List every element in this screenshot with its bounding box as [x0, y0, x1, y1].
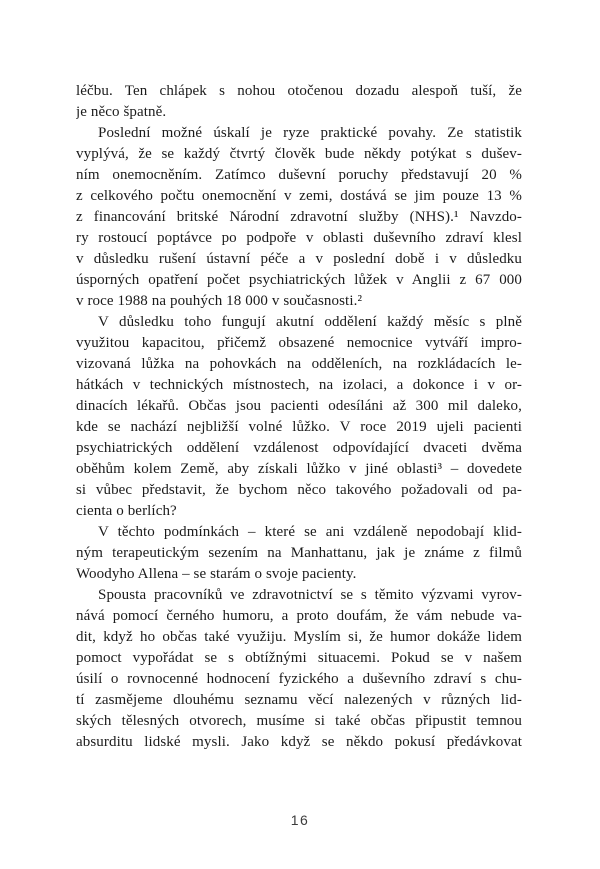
text-line: psychiatrických oddělení vzdálenost odpovídající dvaceti dvěma: [76, 440, 522, 456]
text-line: absurditu lidské mysli. Jako když se někdo pokusí předávkovat: [76, 734, 522, 750]
text-line: dinacích lékařů. Občas jsou pacienti odesíláni až 300 mil daleko,: [76, 398, 522, 414]
text-line: v důsledku rušení ústavní péče a v poslední době i v důsledku: [76, 251, 522, 267]
text-line: Woodyho Allena – se starám o svoje pacienty.: [76, 566, 357, 582]
text-line: V důsledku toho fungují akutní oddělení každý měsíc s plně: [98, 314, 522, 330]
text-line: tí zasmějeme dlouhému seznamu věcí nalezených v různých lid-: [76, 692, 522, 708]
text-line: oběhům kolem Země, aby získali lůžko v jiné oblasti³ – dovedete: [76, 461, 522, 477]
text-line: úsporných opatření počet psychiatrických lůžek v Anglii z 67 000: [76, 272, 522, 288]
text-line: léčbu. Ten chlápek s nohou otočenou dozadu alespoň tuší, že: [76, 83, 522, 99]
text-line: ry rostoucí poptávce po podpoře v oblasti duševního zdraví klesl: [76, 230, 522, 246]
text-line: dit, když ho občas také využiju. Myslím si, že humor dokáže lidem: [76, 629, 522, 645]
text-line: hátkách v technických místnostech, na izolaci, a dokonce i v or-: [76, 377, 522, 393]
text-line: úsilí o rovnocenné hodnocení fyzického a duševního zdraví s chu-: [76, 671, 522, 687]
text-line: ním onemocněním. Zatímco duševní poruchy představují 20 %: [76, 167, 522, 183]
text-line: cienta o berlích?: [76, 503, 177, 519]
page-text: [76, 81, 522, 753]
text-line: pomoct vypořádat se s obtížnými situacemi. Pokud se v našem: [76, 650, 522, 666]
text-line: v roce 1988 na pouhých 18 000 v současnosti.²: [76, 293, 363, 309]
text-line: si vůbec představit, že bychom něco takového požadovali od pa-: [76, 482, 522, 498]
text-line: kde se nachází nejbližší volné lůžko. V roce 2019 ujeli pacienti: [76, 419, 522, 435]
text-line: z financování britské Národní zdravotní služby (NHS).¹ Navzdo-: [76, 209, 522, 225]
text-line: z celkového počtu onemocnění v zemi, dostává se jim pouze 13 %: [76, 188, 522, 204]
text-line: využitou kapacitou, přičemž obsazené nemocnice vytváří impro-: [76, 335, 522, 351]
text-line: je něco špatně.: [76, 104, 167, 120]
text-line: V těchto podmínkách – které se ani vzdáleně nepodobají klid-: [98, 524, 522, 540]
text-line: vyplývá, že se každý čtvrtý člověk bude někdy potýkat s dušev-: [76, 146, 522, 162]
text-line: nává pomocí černého humoru, a proto doufám, že vám nebude va-: [76, 608, 522, 624]
text-line: Poslední možné úskalí je ryze praktické povahy. Ze statistik: [98, 125, 522, 141]
text-line: ným terapeutickým sezením na Manhattanu, jak je známe z filmů: [76, 545, 522, 561]
text-line: Spousta pracovníků ve zdravotnictví se s těmito výzvami vyrov-: [98, 587, 522, 603]
page-number: 16: [290, 812, 310, 828]
text-line: ských tělesných otvorech, musíme si také občas připustit temnou: [76, 713, 522, 729]
text-line: vizovaná lůžka na pohovkách na odděleních, na rozkládacích le-: [76, 356, 522, 372]
